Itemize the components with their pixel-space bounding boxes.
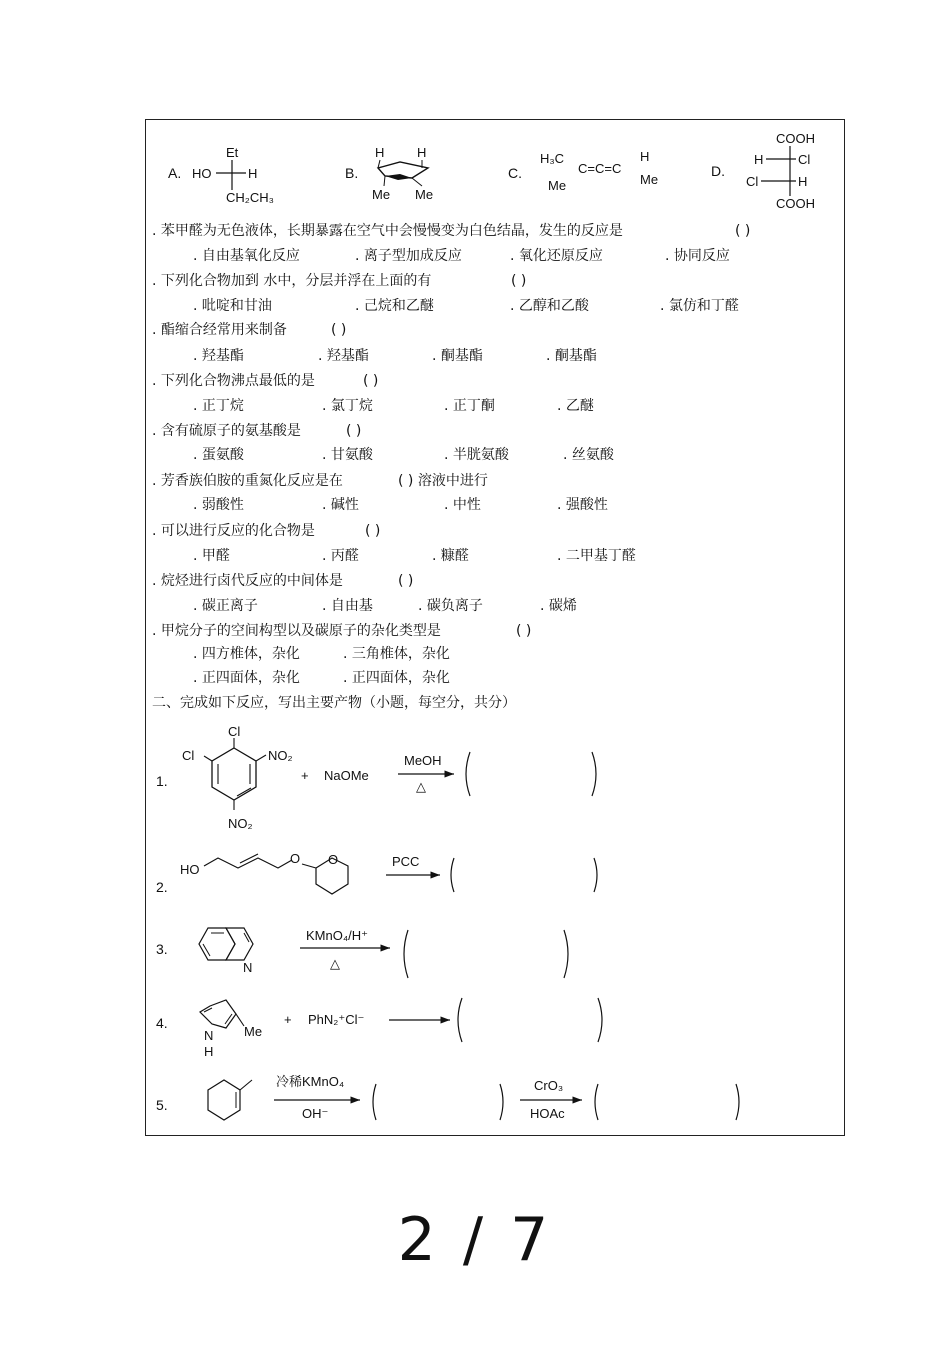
struct-a-label: A. — [168, 165, 182, 181]
reaction-1-cl-left: Cl — [182, 748, 195, 763]
reaction-3-number: 3. — [156, 941, 168, 957]
q9-option-c: . 正四面体，杂化 — [193, 670, 300, 686]
reaction-4-h: H — [204, 1044, 214, 1059]
q5-option-c: . 半胱氨酸 — [444, 447, 509, 463]
q1-option-d: . 协同反应 — [665, 248, 730, 264]
struct-c-me1: Me — [548, 178, 567, 193]
struct-b-me2: Me — [415, 187, 434, 202]
reaction-5-answer-2-close — [736, 1084, 739, 1120]
reaction-3-conditions-above: KMnO₄/H⁺ — [306, 928, 369, 943]
q9-option-a: . 四方椎体，杂化 — [193, 646, 300, 662]
q8-option-a: . 碳正离子 — [193, 598, 258, 614]
q4-option-a: . 正丁烷 — [193, 398, 244, 414]
reaction-4-answer-close — [598, 998, 602, 1042]
struct-a-top: Et — [226, 145, 239, 160]
section-2-heading: 二、完成如下反应，写出主要产物（小题，每空分，共分） — [152, 695, 516, 711]
struct-c-me2: Me — [640, 172, 659, 187]
page-number: 2 / 7 — [397, 1205, 553, 1275]
q1-option-a: . 自由基氧化反应 — [193, 248, 300, 264]
reaction-2-ho: HO — [180, 862, 200, 877]
reaction-2-o-ether: O — [290, 851, 301, 866]
struct-d-h1: H — [754, 152, 764, 167]
struct-a-left: HO — [192, 166, 212, 181]
q5-stem: . 含有硫原子的氨基酸是 — [152, 423, 301, 439]
reaction-3-answer-close — [564, 930, 568, 978]
q6-stem: . 芳香族伯胺的重氮化反应是在 — [152, 473, 343, 489]
q8-stem: . 烷烃进行卤代反应的中间体是 — [152, 573, 343, 589]
q6-option-b: . 碱性 — [322, 497, 359, 513]
q2-paren: ( ) — [511, 273, 527, 289]
reaction-2-answer-close — [594, 858, 597, 892]
q3-paren: ( ) — [331, 322, 347, 338]
struct-c-h3c: H₃C — [540, 151, 565, 166]
reaction-scheme — [146, 718, 844, 1134]
reaction-4-reagent: PhN₂⁺Cl⁻ — [308, 1012, 365, 1027]
reaction-1-no2-bottom: NO₂ — [228, 816, 253, 831]
q4-stem: . 下列化合物沸点最低的是 — [152, 373, 315, 389]
q8-paren: ( ) — [398, 573, 414, 589]
struct-d-cooh-top: COOH — [776, 131, 815, 146]
q5-option-a: . 蛋氨酸 — [193, 447, 244, 463]
q7-option-b: . 丙醛 — [322, 548, 359, 564]
struct-b-h2: H — [417, 145, 427, 160]
q1-option-c: . 氧化还原反应 — [510, 248, 603, 264]
struct-d-cl1: Cl — [798, 152, 811, 167]
q9-stem: . 甲烷分子的空间构型以及碳原子的杂化类型是 — [152, 623, 441, 639]
q3-option-a: . 羟基酯 — [193, 348, 244, 364]
reaction-5-number: 5. — [156, 1097, 168, 1113]
q1-option-b: . 离子型加成反应 — [355, 248, 462, 264]
q3-option-b: . 羟基酯 — [318, 348, 369, 364]
reaction-5-answer-1-close — [500, 1084, 503, 1120]
reaction-5-conditions-above-2: CrO₃ — [534, 1078, 564, 1093]
q2-option-a: . 吡啶和甘油 — [193, 298, 272, 314]
reaction-1-conditions-below: △ — [416, 779, 426, 794]
reaction-1-answer-open — [466, 752, 470, 796]
reaction-5-conditions-above-1: 冷稀KMnO₄ — [276, 1074, 345, 1089]
q4-option-b: . 氯丁烷 — [322, 398, 373, 414]
struct-b-label: B. — [345, 165, 359, 181]
reaction-4-me: Me — [244, 1024, 263, 1039]
struct-c-label: C. — [508, 165, 522, 181]
reaction-4-n: N — [204, 1028, 214, 1043]
reaction-1-plus: + — [301, 768, 309, 783]
q5-option-b: . 甘氨酸 — [322, 447, 373, 463]
q2-stem: . 下列化合物加到 水中，分层并浮在上面的有 — [152, 273, 432, 289]
reaction-3-n: N — [243, 960, 253, 975]
reaction-5-answer-2-open — [595, 1084, 598, 1120]
q7-paren: ( ) — [365, 523, 381, 539]
reaction-4-answer-open — [458, 998, 462, 1042]
q6-option-d: . 强酸性 — [557, 497, 608, 513]
struct-c-ccc: C=C=C — [578, 161, 622, 176]
q8-option-c: . 碳负离子 — [418, 598, 483, 614]
q5-paren: ( ) — [346, 423, 362, 439]
structures-row — [160, 130, 840, 215]
q1-paren: ( ) — [735, 223, 751, 239]
q9-paren: ( ) — [516, 623, 532, 639]
struct-a-right: H — [248, 166, 258, 181]
q9-option-b: . 三角椎体，杂化 — [343, 646, 450, 662]
reaction-5-answer-1-open — [373, 1084, 376, 1120]
reaction-4-number: 4. — [156, 1015, 168, 1031]
reaction-1-conditions-above: MeOH — [404, 753, 442, 768]
q7-option-c: . 糠醛 — [432, 548, 469, 564]
q9-option-d: . 正四面体，杂化 — [343, 670, 450, 686]
struct-b-me1: Me — [372, 187, 391, 202]
reaction-4-plus: + — [284, 1012, 292, 1027]
reaction-1-no2-right: NO₂ — [268, 748, 293, 763]
q1-stem: . 苯甲醛为无色液体，长期暴露在空气中会慢慢变为白色结晶，发生的反应是 — [152, 223, 623, 239]
reaction-1-reagent: NaOMe — [324, 768, 369, 783]
reaction-2-conditions-above: PCC — [392, 854, 420, 869]
q2-option-d: . 氯仿和丁醛 — [660, 298, 739, 314]
q7-stem: . 可以进行反应的化合物是 — [152, 523, 315, 539]
q6-paren: ( ) 溶液中进行 — [398, 473, 488, 489]
struct-d-label: D. — [711, 163, 725, 179]
reaction-3-answer-open — [404, 930, 408, 978]
q3-option-c: . 酮基酯 — [432, 348, 483, 364]
q2-option-c: . 乙醇和乙酸 — [510, 298, 589, 314]
reaction-5-conditions-below-1: OH⁻ — [302, 1106, 329, 1121]
reaction-2-o-ring: O — [328, 852, 339, 867]
struct-d-h2: H — [798, 174, 808, 189]
q3-option-d: . 酮基酯 — [546, 348, 597, 364]
struct-d-cl2: Cl — [746, 174, 759, 189]
q4-option-d: . 乙醚 — [557, 398, 594, 414]
q4-paren: ( ) — [363, 373, 379, 389]
struct-d-cooh-bot: COOH — [776, 196, 815, 211]
reaction-1-cl-top: Cl — [228, 724, 241, 739]
q8-option-b: . 自由基 — [322, 598, 373, 614]
struct-c-h: H — [640, 149, 650, 164]
q4-option-c: . 正丁酮 — [444, 398, 495, 414]
q6-option-c: . 中性 — [444, 497, 481, 513]
q5-option-d: . 丝氨酸 — [563, 447, 614, 463]
reaction-1-answer-close — [592, 752, 596, 796]
q2-option-b: . 己烷和乙醚 — [355, 298, 434, 314]
reaction-2-number: 2. — [156, 879, 168, 895]
struct-b-h1: H — [375, 145, 385, 160]
reaction-2-answer-open — [451, 858, 454, 892]
reaction-3-conditions-below: △ — [330, 956, 340, 971]
q3-stem: . 酯缩合经常用来制备 — [152, 322, 287, 338]
q7-option-d: . 二甲基丁醛 — [557, 548, 636, 564]
struct-a-bottom: CH₂CH₃ — [226, 190, 274, 205]
q7-option-a: . 甲醛 — [193, 548, 230, 564]
reaction-1-number: 1. — [156, 773, 168, 789]
reaction-5-conditions-below-2: HOAc — [530, 1106, 565, 1121]
q8-option-d: . 碳烯 — [540, 598, 577, 614]
q6-option-a: . 弱酸性 — [193, 497, 244, 513]
